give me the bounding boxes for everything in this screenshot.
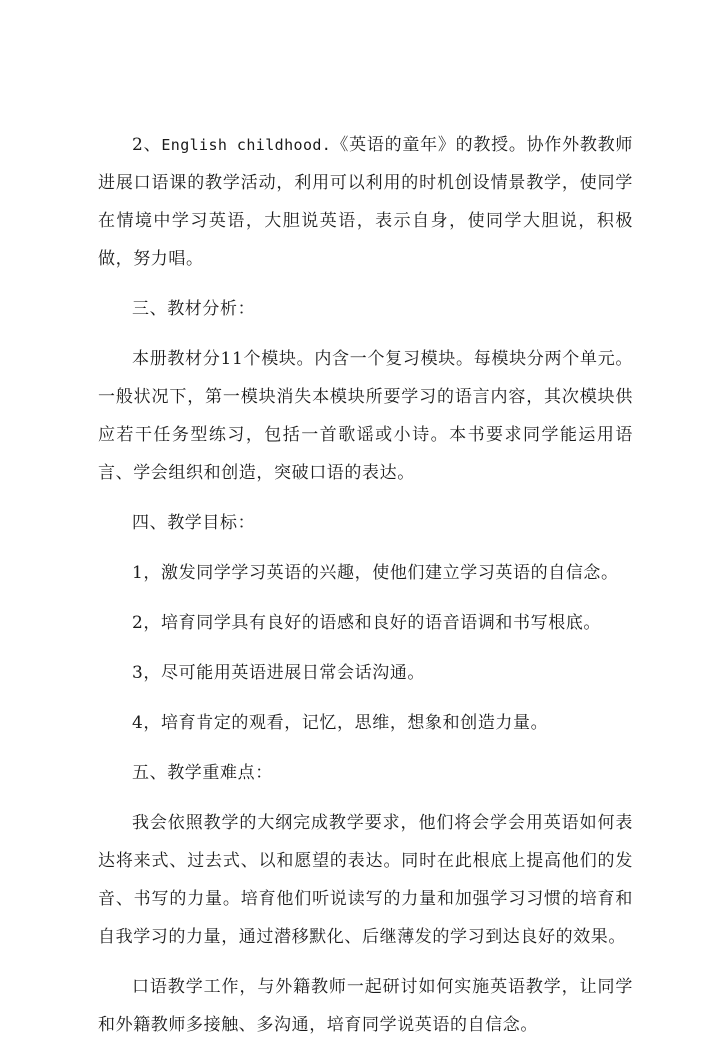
paragraph-english-childhood bbox=[98, 126, 633, 278]
spacer bbox=[98, 492, 633, 504]
spacer bbox=[98, 956, 633, 968]
spacer bbox=[98, 742, 633, 754]
english-title: English childhood. bbox=[161, 136, 332, 154]
spacer bbox=[98, 542, 633, 554]
goal-item-2: 2，培育同学具有良好的语感和良好的语音语调和书写根底。 bbox=[132, 613, 602, 633]
goal-item-3: 3，尽可能用英语进展日常会话沟通。 bbox=[132, 663, 426, 683]
spacer bbox=[98, 692, 633, 704]
section-heading-key-points: 五、教学重难点： bbox=[132, 763, 273, 783]
spacer bbox=[98, 328, 633, 340]
paragraph-key-points: 我会依照教学的大纲完成教学要求，他们将会学会用英语如何表达将来式、过去式、以和愿望的表达。同时在此根底上提高他们的发音、书写的力量。培育他们听说读写的力量和加强学习习惯的培育和自我学习的力量，通过潜移默化、后继薄发的学习到达良好的效果。 bbox=[98, 813, 633, 947]
spacer bbox=[98, 592, 633, 604]
section-heading-teaching-goals: 四、教学目标： bbox=[132, 513, 256, 533]
spacer bbox=[98, 792, 633, 804]
spacer bbox=[98, 278, 633, 290]
goal-item-1: 1，激发同学学习英语的兴趣，使他们建立学习英语的自信念。 bbox=[132, 563, 619, 583]
goal-item-4: 4，培育肯定的观看，记忆，思维，想象和创造力量。 bbox=[132, 713, 549, 733]
paragraph-material-analysis: 本册教材分11个模块。内含一个复习模块。每模块分两个单元。一般状况下，第一模块消失本模块所要学习的语言内容，其次模块供应若干任务型练习，包括一首歌谣或小诗。本书要求同学能运用语言、学会组织和创造，突破口语的表达。 bbox=[98, 349, 633, 483]
section-heading-material-analysis: 三、教材分析： bbox=[132, 299, 256, 319]
paragraph-text: 《英语的童年》的教授。协作外教教师进展口语课的教学活动，利用可以利用的时机创设情景教学，使同学在情境中学习英语，大胆说英语，表示自身，使同学大胆说，积极做，努力唱。 bbox=[98, 135, 633, 269]
paragraph-number: 2、 bbox=[132, 135, 162, 155]
spacer bbox=[98, 642, 633, 654]
document-body bbox=[98, 126, 633, 1044]
paragraph-oral-teaching: 口语教学工作，与外籍教师一起研讨如何实施英语教学，让同学和外籍教师多接触、多沟通，培育同学说英语的自信念。 bbox=[98, 977, 633, 1035]
